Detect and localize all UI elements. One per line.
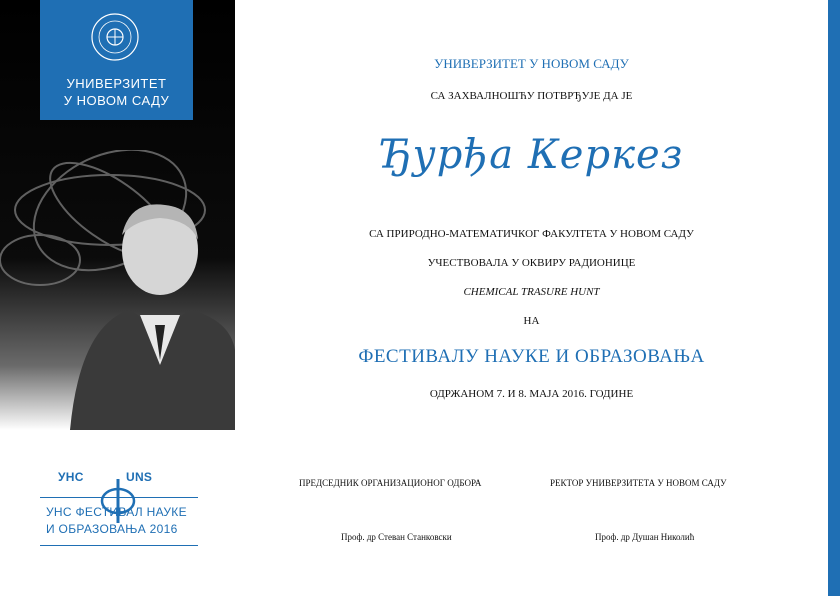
university-header-box bbox=[40, 0, 193, 120]
right-accent-strip bbox=[828, 0, 840, 596]
faculty-line: СА ПРИРОДНО-МАТЕМАТИЧКОГ ФАКУЛТЕТА У НОВОМ САДУ bbox=[369, 228, 694, 240]
festival-logo-left: УНС bbox=[58, 470, 84, 484]
recipient-name: Ђурђа Керкез bbox=[379, 132, 684, 178]
festival-name-line1: УНС ФЕСТИВАЛ НАУКЕ bbox=[46, 505, 187, 519]
sidebar bbox=[0, 0, 235, 596]
university-name-line1: УНИВЕРЗИТЕТ bbox=[66, 76, 167, 91]
festival-name-line2: И ОБРАЗОВАЊА 2016 bbox=[46, 522, 178, 536]
participated-line: УЧЕСТВОВАЛА У ОКВИРУ РАДИОНИЦЕ bbox=[427, 257, 636, 269]
festival-title: ФЕСТИВАЛУ НАУКЕ И ОБРАЗОВАЊА bbox=[358, 346, 705, 367]
confirms-line: СА ЗАХВАЛНОШЋУ ПОТВРЂУЈЕ ДА ЈЕ bbox=[430, 90, 633, 102]
portrait-panel bbox=[0, 0, 235, 430]
right-signatory-name: Проф. др Душан Николић bbox=[595, 532, 695, 542]
left-signatory-name: Проф. др Стеван Станковски bbox=[341, 532, 452, 542]
left-signatory-title: ПРЕДСЕДНИК ОРГАНИЗАЦИОНОГ ОДБОРА bbox=[299, 478, 482, 488]
festival-logo-icon bbox=[40, 445, 200, 555]
portrait-photo bbox=[0, 150, 235, 430]
held-line: ОДРЖАНОМ 7. И 8. МАЈА 2016. ГОДИНЕ bbox=[429, 388, 634, 400]
festival-logo-right: UNS bbox=[126, 470, 153, 484]
university-name-line2: У НОВОМ САДУ bbox=[63, 93, 170, 108]
institution-title: УНИВЕРЗИТЕТ У НОВОМ САДУ bbox=[434, 56, 629, 71]
certificate-body bbox=[235, 0, 828, 596]
festival-divider bbox=[40, 497, 198, 498]
right-signatory-title: РЕКТОР УНИВЕРЗИТЕТА У НОВОМ САДУ bbox=[550, 478, 727, 488]
university-seal-icon bbox=[90, 12, 140, 62]
festival-divider-bottom bbox=[40, 545, 198, 546]
on-line: НА bbox=[523, 315, 540, 327]
workshop-name: CHEMICAL TRASURE HUNT bbox=[463, 286, 600, 298]
